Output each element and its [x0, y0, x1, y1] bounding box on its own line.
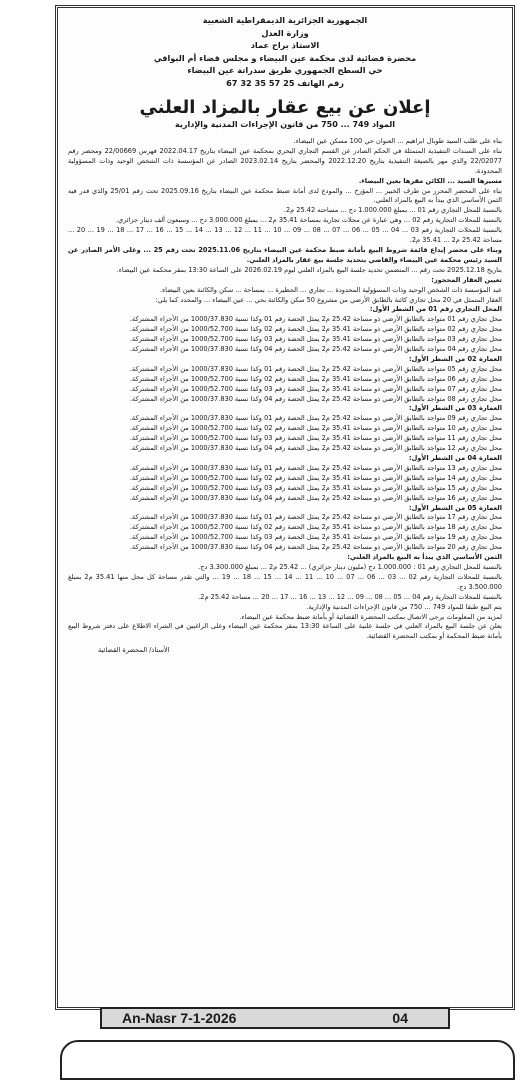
announcement-paragraph: بناء على السندات التنفيذية المتمثلة في الحكم الصادر عن القسم التجاري البحري بمحكمة عين البيضاء بتاريخ 2022.04.17 فهرس 22/00669 ومحضر رقم 22/02077 والذي مهر بالصيغة التنفيذية بتاريخ 2022.12.20 والمحضر بتاريخ 2023.02.14 الصادر عن المؤسسة ذات الشخص الوحيد وذات المسؤولية المحدودة.	[68, 146, 502, 175]
announcement-paragraph: بناء على طلب السيد طوبال ابراهيم ... العنوان حي 100 مسكن عين البيضاء.	[293, 137, 502, 145]
announcement-paragraph: محل تجاري رقم 14 متواجد بالطابق الأرضي ذو مساحة 35.41 م2 يمثل الحصة رقم 02 وكذا نسبة 1000/52.700 من الأجزاء المشتركة.	[129, 473, 502, 482]
announcement-paragraph: العمارة 05 من الشطر الأول:	[408, 503, 502, 512]
announcement-paragraph: محل تجاري رقم 17 متواجد بالطابق الأرضي ذو مساحة 25.42 م2 يمثل الحصة رقم 01 وكذا نسبة 1000/37.830 من الأجزاء المشتركة.	[129, 513, 502, 522]
announcement-paragraph: محل تجاري رقم 07 متواجد بالطابق الأرضي ذو مساحة 35.41 م2 يمثل الحصة رقم 03 وكذا نسبة 1000/52.700 من الأجزاء المشتركة.	[129, 384, 502, 393]
announcement-paragraph: محل تجاري رقم 11 متواجد بالطابق الأرضي ذو مساحة 35.41 م2 يمثل الحصة رقم 03 وكذا نسبة 1000/52.700 من الأجزاء المشتركة.	[129, 434, 502, 443]
announcement-paragraph: العقار المتمثل في 20 محل تجاري كائنة بالطابق الأرضي من مشروع 50 سكن والكائنة بحي ... عين البيضاء ... والمحدد كما يلي:	[155, 295, 502, 304]
announcement-paragraph: محل تجاري رقم 01 متواجد بالطابق الأرضي ذو مساحة 25.42 م2 يمثل الحصة رقم 01 وكذا نسبة 1000/37.830 من الأجزاء المشتركة.	[129, 315, 502, 324]
announcement-paragraph: محل تجاري رقم 13 متواجد بالطابق الأرضي ذو مساحة 25.42 م2 يمثل الحصة رقم 01 وكذا نسبة 1000/37.830 من الأجزاء المشتركة.	[129, 463, 502, 472]
announcement-paragraph: لمزيد من المعلومات يرجى الاتصال بمكتب المحضرة القضائية أو بأمانة ضبط محكمة عين البيضاء.	[239, 612, 502, 621]
header-block	[58, 8, 512, 89]
announcement-paragraph: محل تجاري رقم 15 متواجد بالطابق الأرضي ذو مساحة 35.41 م2 يمثل الحصة رقم 03 وكذا نسبة 1000/52.700 من الأجزاء المشتركة.	[129, 483, 502, 492]
announcement-paragraph: يعلن عن جلسة البيع بالمزاد العلني في جلسة علنية على الساعة 13:30 بمقر محكمة عين البيضاء وعلى الراغبين في الشراء الاطلاع على دفتر شروط البيع بأمانة ضبط المحكمة أو بمكتب المحضرة القضائية.	[68, 622, 502, 641]
next-article-frame	[60, 1040, 515, 1080]
announcement-paragraph: محل تجاري رقم 04 متواجد بالطابق الأرضي ذو مساحة 25.42 م2 يمثل الحصة رقم 04 وكذا نسبة 1000/37.830 من الأجزاء المشتركة.	[129, 345, 502, 354]
footer-page-number: 04	[392, 1010, 408, 1026]
announcement-paragraph: محل تجاري رقم 20 متواجد بالطابق الأرضي ذو مساحة 25.42 م2 يمثل الحصة رقم 04 وكذا نسبة 1000/37.830 من الأجزاء المشتركة.	[129, 543, 502, 552]
header-line: الاستاذ براح عماد	[250, 40, 320, 50]
announcement-paragraph: محل تجاري رقم 06 متواجد بالطابق الأرضي ذو مساحة 35.41 م2 يمثل الحصة رقم 02 وكذا نسبة 1000/52.700 من الأجزاء المشتركة.	[129, 374, 502, 383]
announcement-paragraph: بالنسبة للمحلات التجارية رقم 02 ... 03 ... 06 ... 07 ... 10 ... 11 ... 14 ... 15 ... 18 ... 19 ... والتي تقدر مساحة كل محل منها 35.41 م2 بمبلغ 3.500.000 دج.	[68, 572, 503, 591]
announcement-paragraph: بناء على المحضر المحرر من طرف الخبير ... المؤرخ ... والمودع لدى أمانة ضبط محكمة عين البيضاء بتاريخ 2025.09.16 تحت رقم 25/01 والذي قدر فيه الثمن الأساسي الذي يبدأ به البيع بالمزاد العلني.	[68, 186, 502, 205]
announcement-paragraph: العمارة 03 من الشطر الأول:	[408, 404, 502, 413]
announcement-paragraph: بتاريخ 2025.12.18 تحت رقم ... المتضمن تحديد جلسة البيع بالمزاد العلني ليوم 2026.02.19 على الساعة 13:30 بمقر محكمة عين البيضاء.	[116, 265, 502, 274]
announcement-paragraph: محل تجاري رقم 18 متواجد بالطابق الأرضي ذو مساحة 35.41 م2 يمثل الحصة رقم 02 وكذا نسبة 1000/52.700 من الأجزاء المشتركة.	[129, 523, 502, 532]
announcement-frame	[55, 5, 515, 1010]
announcement-paragraph: بالنسبة للمحلات التجارية رقم 03 ... 04 ... 05 ... 06 ... 07 ... 08 ... 09 ... 10 ... 11 ... 12 ... 13 ... 14 ... 15 ... 16 ... 17 ... 18 ... 19 ... 20 ... مساحة 25.42 م2 ... 35.41 م2.	[68, 226, 503, 245]
footer-bar	[100, 1007, 450, 1029]
announcement-paragraph: يتم البيع طبقا للمواد 749 ... 750 من قانون الإجراءات المدنية والإدارية.	[306, 602, 502, 611]
announcement-paragraph: العمارة 02 من الشطر الأول:	[408, 354, 502, 363]
announcement-paragraph: تعيين العقار المحجوز:	[431, 275, 502, 284]
announcement-paragraph: الثمن الأساسي الذي يبدأ به البيع بالمزاد العلني:	[347, 553, 502, 562]
announcement-paragraph: محل تجاري رقم 08 متواجد بالطابق الأرضي ذو مساحة 25.42 م2 يمثل الحصة رقم 04 وكذا نسبة 1000/37.830 من الأجزاء المشتركة.	[129, 394, 502, 403]
announcement-paragraph: بالنسبة للمحلات التجارية رقم 02 ... وهي عبارة عن محلات تجارية بمساحة 35.41 م2 ... بمبلغ 3.000.000 دج ... وسبعون ألف دينار جزائري.	[115, 216, 502, 225]
announcement-paragraph: بالنسبة للمحل التجاري رقم 01 : 1.000.000 دج (مليون دينار جزائري) ... 25.42 م2 ... بمبلغ 3.300.000 دج.	[198, 562, 502, 571]
announcement-paragraph: محل تجاري رقم 12 متواجد بالطابق الأرضي ذو مساحة 25.42 م2 يمثل الحصة رقم 04 وكذا نسبة 1000/37.830 من الأجزاء المشتركة.	[129, 444, 502, 453]
page-subtitle: المواد 749 ... 750 من قانون الإجراءات المدنية والإدارية	[175, 120, 395, 129]
footer-newspaper-date: An-Nasr 7-1-2026	[122, 1010, 237, 1026]
header-line: الجمهورية الجزائرية الديمقراطية الشعبية	[202, 15, 368, 25]
announcement-paragraph: محل تجاري رقم 03 متواجد بالطابق الأرضي ذو مساحة 35.41 م2 يمثل الحصة رقم 03 وكذا نسبة 1000/52.700 من الأجزاء المشتركة.	[129, 335, 502, 344]
page-title: إعلان عن بيع عقار بالمزاد العلني	[139, 97, 431, 118]
announcement-paragraph: العمارة 04 من الشطر الأول:	[408, 454, 502, 462]
signature: الأستاذ/ المحضرة القضائية	[98, 646, 170, 655]
announcement-paragraph: المحل التجاري رقم 01 من الشطر الأول:	[369, 305, 502, 314]
announcement-paragraph: محل تجاري رقم 02 متواجد بالطابق الأرضي ذو مساحة 35.41 م2 يمثل الحصة رقم 02 وكذا نسبة 1000/52.700 من الأجزاء المشتركة.	[129, 325, 502, 334]
announcement-paragraph: محل تجاري رقم 16 متواجد بالطابق الأرضي ذو مساحة 25.42 م2 يمثل الحصة رقم 04 وكذا نسبة 1000/37.830 من الأجزاء المشتركة.	[129, 493, 502, 502]
header-line: رقم الهاتف 25 57 35 32 67	[226, 77, 344, 88]
announcement-paragraph: وبناء على محضر إيداع قائمة شروط البيع بأمانة ضبط محكمة عين البيضاء بتاريخ 2025.11.06 تحت رقم 25 ... وعلى الأمر الصادر عن السيد رئيس محكمة عين البيضاء والقاضي بتحديد جلسة بيع عقار بالمزاد العلني.	[68, 245, 502, 264]
header-line: حي السطح الجمهوري طريق سدراتة عين البيضاء	[187, 65, 383, 75]
announcement-paragraph: بالنسبة للمحل التجاري رقم 01 ... بمبلغ 1.000.000 دج ... مساحته 25.42 م2.	[283, 206, 502, 215]
announcement-paragraph: عبد المؤسسة ذات الشخص الوحيد وذات المسؤولية المحدودة ... تجاري ... الحظيرة ... بمساحة ... سكن والكائنة بعين البيضاء.	[159, 285, 502, 294]
announcement-paragraph: محل تجاري رقم 10 متواجد بالطابق الأرضي ذو مساحة 35.41 م2 يمثل الحصة رقم 02 وكذا نسبة 1000/52.700 من الأجزاء المشتركة.	[129, 424, 502, 433]
announcement-paragraph: بالنسبة للمحلات التجارية رقم 04 ... 05 ... 08 ... 09 ... 12 ... 13 ... 16 ... 17 ... 20 ... مساحة 25.42 م2.	[198, 592, 502, 601]
header-line: محضرة قضائية لدى محكمة عين البيضاء و مجلس قضاء أم البواقي	[153, 52, 417, 63]
announcement-paragraph: محل تجاري رقم 19 متواجد بالطابق الأرضي ذو مساحة 35.41 م2 يمثل الحصة رقم 03 وكذا نسبة 1000/52.700 من الأجزاء المشتركة.	[129, 533, 502, 542]
announcement-paragraph: محل تجاري رقم 09 متواجد بالطابق الأرضي ذو مساحة 25.42 م2 يمثل الحصة رقم 01 وكذا نسبة 1000/37.830 من الأجزاء المشتركة.	[129, 414, 502, 423]
announcement-paragraph: مسيرها السيد ... الكائن مقرها بعين البيضاء.	[358, 176, 502, 185]
announcement-body	[58, 137, 512, 642]
header-line: وزارة العدل	[261, 27, 309, 38]
announcement-paragraph: محل تجاري رقم 05 متواجد بالطابق الأرضي ذو مساحة 25.42 م2 يمثل الحصة رقم 01 وكذا نسبة 1000/37.830 من الأجزاء المشتركة.	[129, 364, 502, 373]
